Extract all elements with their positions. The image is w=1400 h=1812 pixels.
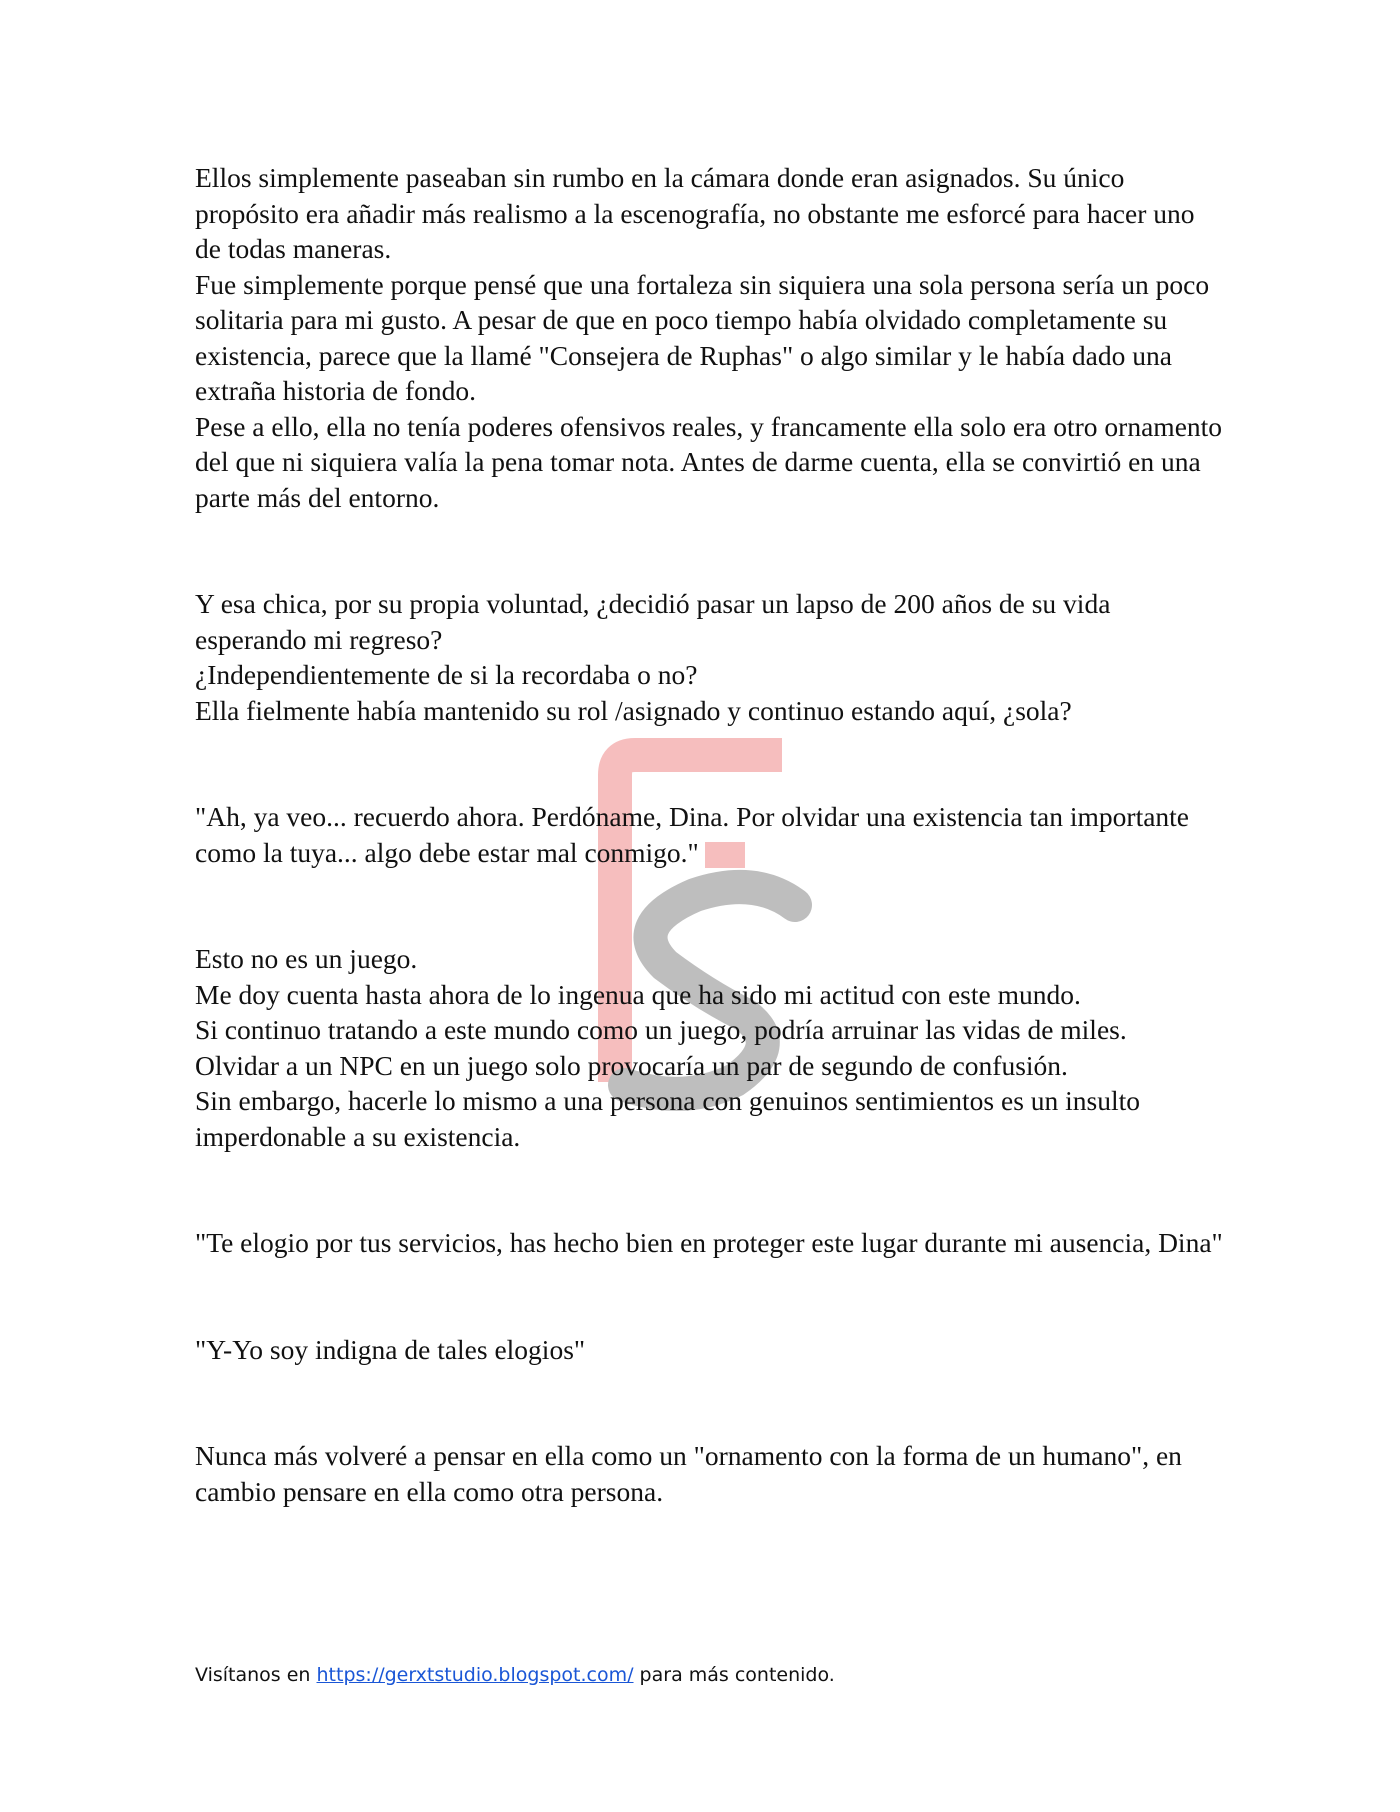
dialogue-line: "Ah, ya veo... recuerdo ahora. Perdóname, Dina. Por olvidar una existencia tan importante como la tuya... algo debe estar mal conmigo." bbox=[195, 801, 1190, 868]
paragraph: Ella fielmente había mantenido su rol /asignado y continuo estando aquí, ¿sola? bbox=[195, 694, 1072, 726]
footer-note bbox=[195, 1664, 835, 1686]
paragraph-block bbox=[195, 1225, 1225, 1261]
paragraph-block bbox=[195, 1438, 1225, 1509]
paragraph: Esto no es un juego. bbox=[195, 943, 418, 974]
document-body bbox=[195, 160, 1225, 1509]
paragraph: Si continuo tratando a este mundo como un juego, podría arruinar las vidas de miles. bbox=[195, 1014, 1127, 1045]
paragraph: Me doy cuenta hasta ahora de lo ingenua que ha sido mi actitud con este mundo. bbox=[195, 978, 1081, 1010]
footer-suffix: para más contenido. bbox=[633, 1664, 835, 1686]
paragraph-block bbox=[195, 586, 1225, 728]
paragraph: Pese a ello, ella no tenía poderes ofensivos reales, y francamente ella solo era otro ornamento del que ni siquiera valía la pena tomar nota. Antes de darme cuenta, ella se convirtió en una parte más del entorno. bbox=[195, 410, 1223, 513]
paragraph: Nunca más volveré a pensar en ella como un "ornamento con la forma de un humano", en cambio pensare en ella como otra persona. bbox=[195, 1440, 1182, 1507]
paragraph-block bbox=[195, 941, 1225, 1154]
blog-link[interactable]: https://gerxtstudio.blogspot.com/ bbox=[316, 1664, 634, 1686]
paragraph: Y esa chica, por su propia voluntad, ¿decidió pasar un lapso de 200 años de su vida esperando mi regreso? bbox=[195, 588, 1111, 655]
paragraph: Ellos simplemente paseaban sin rumbo en la cámara donde eran asignados. Su único propósito era añadir más realismo a la escenografía, no obstante me esforcé para hacer uno de todas maneras. bbox=[195, 162, 1195, 264]
paragraph-block bbox=[195, 160, 1225, 515]
paragraph-block bbox=[195, 1332, 1225, 1368]
paragraph: Fue simplemente porque pensé que una fortaleza sin siquiera una sola persona sería un poco solitaria para mi gusto. A pesar de que en poco tiempo había olvidado completamente su existencia, parece que la llamé "Consejera de Ruphas" o algo similar y le había dado una extraña historia de fondo. bbox=[195, 268, 1210, 406]
paragraph: Olvidar a un NPC en un juego solo provocaría un par de segundo de confusión. bbox=[195, 1049, 1068, 1081]
footer-prefix: Visítanos en bbox=[195, 1664, 317, 1686]
paragraph: ¿Independientemente de si la recordaba o no? bbox=[195, 659, 698, 690]
dialogue-line: "Y-Yo soy indigna de tales elogios" bbox=[195, 1333, 586, 1365]
dialogue-line: "Te elogio por tus servicios, has hecho bien en proteger este lugar durante mi ausencia, Dina" bbox=[195, 1227, 1223, 1258]
paragraph: Sin embargo, hacerle lo mismo a una persona con genuinos sentimientos es un insulto imperdonable a su existencia. bbox=[195, 1085, 1141, 1152]
paragraph-block bbox=[195, 799, 1225, 870]
